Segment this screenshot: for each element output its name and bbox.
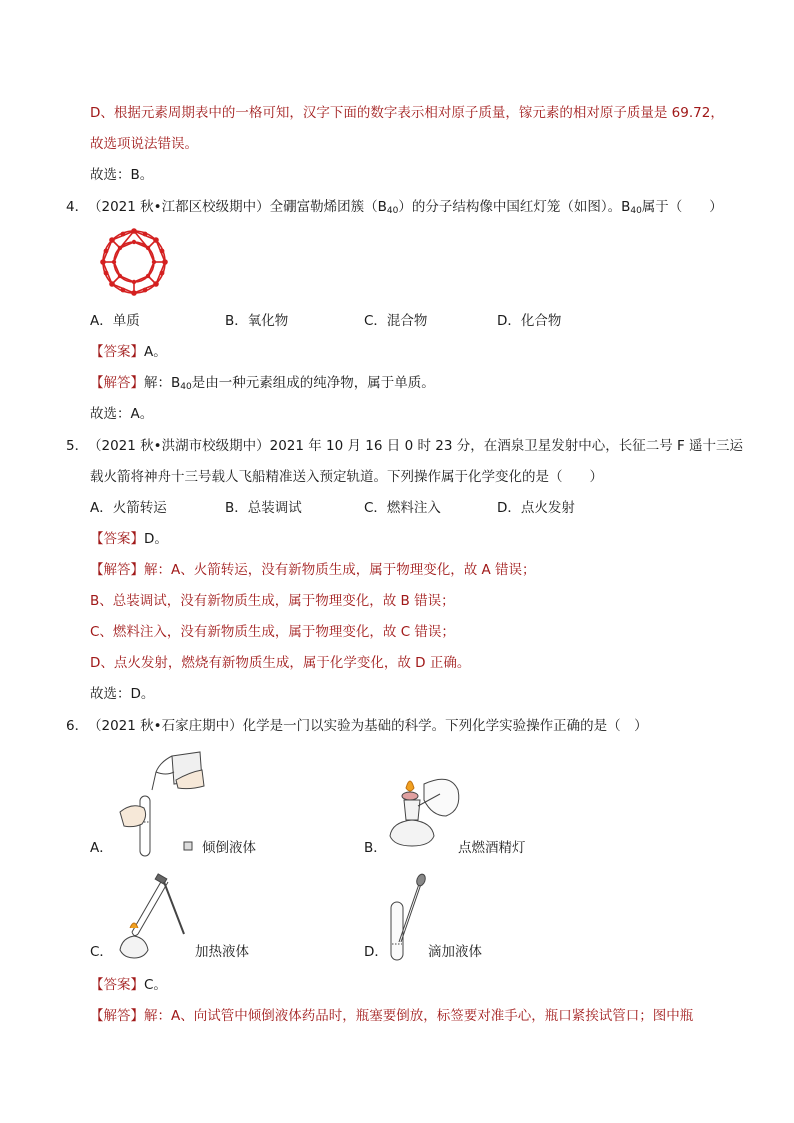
q5-number: 5． bbox=[66, 438, 89, 454]
q6-option-b-caption: 点燃酒精灯 bbox=[458, 840, 526, 856]
q5-answer: 【答案】D。 bbox=[90, 531, 168, 547]
q4-option-d: D．化合物 bbox=[497, 313, 562, 329]
q6-stem: （2021 秋•石家庄期中）化学是一门以实验为基础的科学。下列化学实验操作正确的是（ ） bbox=[88, 718, 648, 734]
q4-stem: （2021 秋•江都区校级期中）全硼富勒烯团簇$(B_{40})$的分子结构像中国红灯笼（如图）。$B_{40}$属于（ ） bbox=[88, 199, 723, 216]
q5-option-a: A．火箭转运 bbox=[90, 500, 167, 516]
q6-answer: 【答案】C。 bbox=[90, 977, 167, 993]
q6-option-c-letter: C． bbox=[90, 944, 113, 960]
q6-option-a-caption: 倾倒液体 bbox=[202, 840, 256, 856]
q5-analysis-line2: B、总装调试，没有新物质生成，属于物理变化，故 B 错误； bbox=[90, 593, 455, 609]
q6-option-c-caption: 加热液体 bbox=[195, 944, 249, 960]
pouring-liquid-figure bbox=[112, 750, 212, 860]
q5-analysis-line3: C、燃料注入，没有新物质生成，属于物理变化，故 C 错误； bbox=[90, 624, 455, 640]
q5-stem-line1: （2021 秋•洪湖市校级期中）2021 年 10 月 16 日 0 时 23 分，在酒泉卫星发射中心，长征二号 F 遥十三运 bbox=[88, 438, 744, 454]
q6-option-a-letter: A． bbox=[90, 840, 113, 856]
q5-option-d: D．点火发射 bbox=[497, 500, 575, 516]
q4-option-c: C．混合物 bbox=[364, 313, 428, 329]
q3-choose: 故选：B。 bbox=[90, 167, 154, 183]
q5-stem-line2: 载火箭将神舟十三号载人飞船精准送入预定轨道。下列操作属于化学变化的是（ ） bbox=[90, 469, 603, 485]
q3-analysis-d-line2: 故选项说法错误。 bbox=[90, 136, 198, 152]
q5-choose: 故选：D。 bbox=[90, 686, 155, 702]
q5-analysis-line4: D、点火发射，燃烧有新物质生成，属于化学变化，故 D 正确。 bbox=[90, 655, 471, 671]
q4-option-b: B．氧化物 bbox=[225, 313, 289, 329]
b40-lantern-figure bbox=[98, 226, 170, 298]
q5-option-b: B．总装调试 bbox=[225, 500, 302, 516]
q3-analysis-d-line1: D、根据元素周期表中的一格可知，汉字下面的数字表示相对原子质量，镓元素的相对原子质量是 69.72， bbox=[90, 105, 724, 121]
q4-choose: 故选：A。 bbox=[90, 406, 154, 422]
q5-option-c: C．燃料注入 bbox=[364, 500, 441, 516]
q4-analysis: 【解答】解：$B_{40}$是由一种元素组成的纯净物，属于单质。 bbox=[90, 375, 435, 392]
q5-analysis-line1: 【解答】解：A、火箭转运，没有新物质生成，属于物理变化，故 A 错误； bbox=[90, 562, 536, 578]
q4-option-a: A．单质 bbox=[90, 313, 140, 329]
q6-option-b-letter: B． bbox=[364, 840, 387, 856]
q4-answer: 【答案】A。 bbox=[90, 344, 167, 360]
q4-number: 4． bbox=[66, 199, 89, 215]
q6-analysis-line1: 【解答】解：A、向试管中倾倒液体药品时，瓶塞要倒放，标签要对准手心，瓶口紧挨试管口；图中瓶 bbox=[90, 1008, 694, 1024]
heating-liquid-figure bbox=[112, 872, 202, 964]
q6-number: 6． bbox=[66, 718, 89, 734]
lighting-alcohol-lamp-figure bbox=[384, 770, 464, 852]
q6-option-d-letter: D． bbox=[364, 944, 388, 960]
q6-option-d-caption: 滴加液体 bbox=[428, 944, 482, 960]
